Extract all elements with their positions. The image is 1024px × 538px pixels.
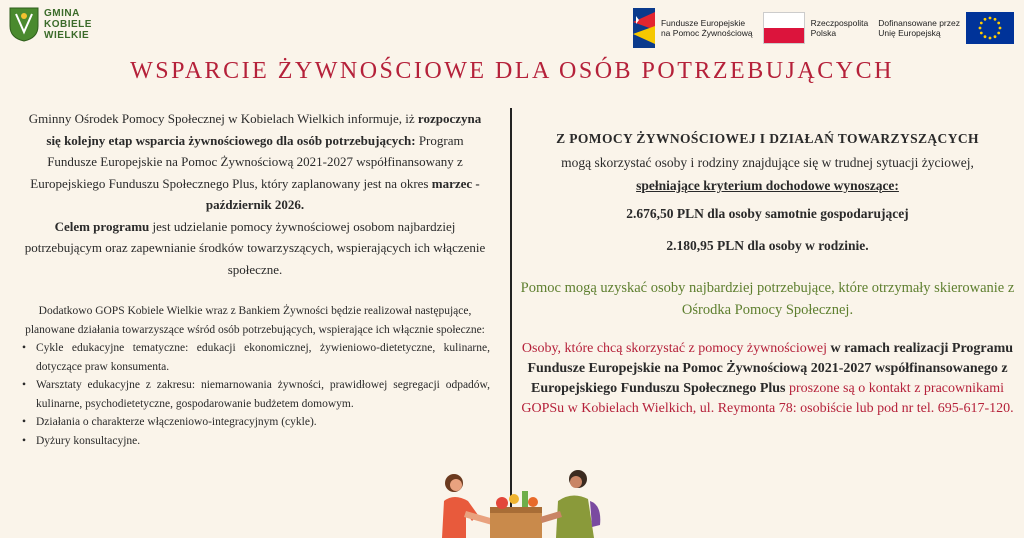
fe-flag-icon	[633, 8, 655, 48]
amount-single: 2.676,50 PLN dla osoby samotnie gospodarującej	[626, 206, 909, 221]
additional-heading: Dodatkowo GOPS Kobiele Wielkie wraz z Bankiem Żywności będzie realizował następujące, planowane działania towarzyszące wśród osób potrzebujących, wspierające ich włącznie społeczne:	[25, 305, 485, 336]
eligibility-text: mogą skorzystać osoby i rodziny znajdujące się w trudnej sytuacji życiowej,	[561, 155, 974, 170]
page-title: WSPARCIE ŻYWNOŚCIOWE DLA OSÓB POTRZEBUJĄCYCH	[130, 58, 894, 84]
right-column	[520, 128, 1015, 419]
pl-logo: Rzeczpospolita Polska	[763, 12, 869, 44]
list-item: • Dyżury konsultacyjne.	[36, 432, 490, 451]
activities-list	[20, 339, 490, 450]
amount-family: 2.180,95 PLN dla osoby w rodzinie.	[666, 238, 869, 253]
additional-activities	[20, 302, 490, 450]
list-item: • Cykle edukacyjne tematyczne: edukacji ekonomicznej, żywieniowo-dietetyczne, kulinarne, dotyczące praw konsumenta.	[36, 339, 490, 376]
contact-info: Osoby, które chcą skorzystać z pomocy żywnościowej w ramach realizacji Programu Fundusze Europejskie na Pomoc Żywnościową 2021-2027 współfinansowanego z Europejskiego Funduszu Społecznego Plus proszone są o kontakt z pracownikami GOPSu w Kobielach Wielkich, ul. Reymonta 78: osobiście lub pod nr tel. 695-617-120.	[521, 341, 1014, 416]
gmina-logo	[8, 6, 92, 42]
intro-paragraph: Gminny Ośrodek Pomocy Społecznej w Kobielach Wielkich informuje, iż rozpoczyna się kolejny etap wsparcia żywnościowego dla osób potrzebujących: Program Fundusze Europejskie na Pomoc Żywnościową 2021-2027 współfinansowany z Europejskiego Funduszu Społecznego Plus, który zaplanowany jest na okres marzec - październik 2026. Celem programu jest udzielanie pomocy żywnościowej osobom najbardziej potrzebującym oraz zapewnianie środków towarzyszących, wspierających ich włączenie społeczne.	[24, 111, 486, 277]
left-column	[20, 108, 490, 450]
referral-note: Pomoc mogą uzyskać osoby najbardziej potrzebujące, które otrzymały skierowanie z Ośrodka Pomocy Społecznej.	[520, 280, 1015, 318]
eu-flag-icon	[966, 12, 1014, 44]
fe-logo: Fundusze Europejskie na Pomoc Żywnościową	[633, 8, 753, 48]
list-item: • Działania o charakterze włączeniowo-integracyjnym (cykle).	[36, 413, 490, 432]
poland-flag-icon	[763, 12, 805, 44]
gmina-emblem-icon	[8, 6, 40, 42]
list-item: • Warsztaty edukacyjne z zakresu: niemarnowania żywności, prawidłowej segregacji odpadów, kulinarne, psychodietetyczne, gospodarowanie budżetem domowym.	[36, 376, 490, 413]
gmina-logo-text: GMINA KOBIELE WIELKIE	[44, 7, 92, 41]
eu-logo: Dofinansowane przez Unię Europejską	[878, 12, 1014, 44]
food-donation-illustration	[432, 465, 602, 538]
income-criterion: spełniające kryterium dochodowe wynoszące:	[636, 178, 899, 193]
partner-logos	[633, 8, 1014, 48]
eligibility-heading: Z POMOCY ŻYWNOŚCIOWEJ I DZIAŁAŃ TOWARZYSZĄCYCH	[556, 131, 979, 146]
